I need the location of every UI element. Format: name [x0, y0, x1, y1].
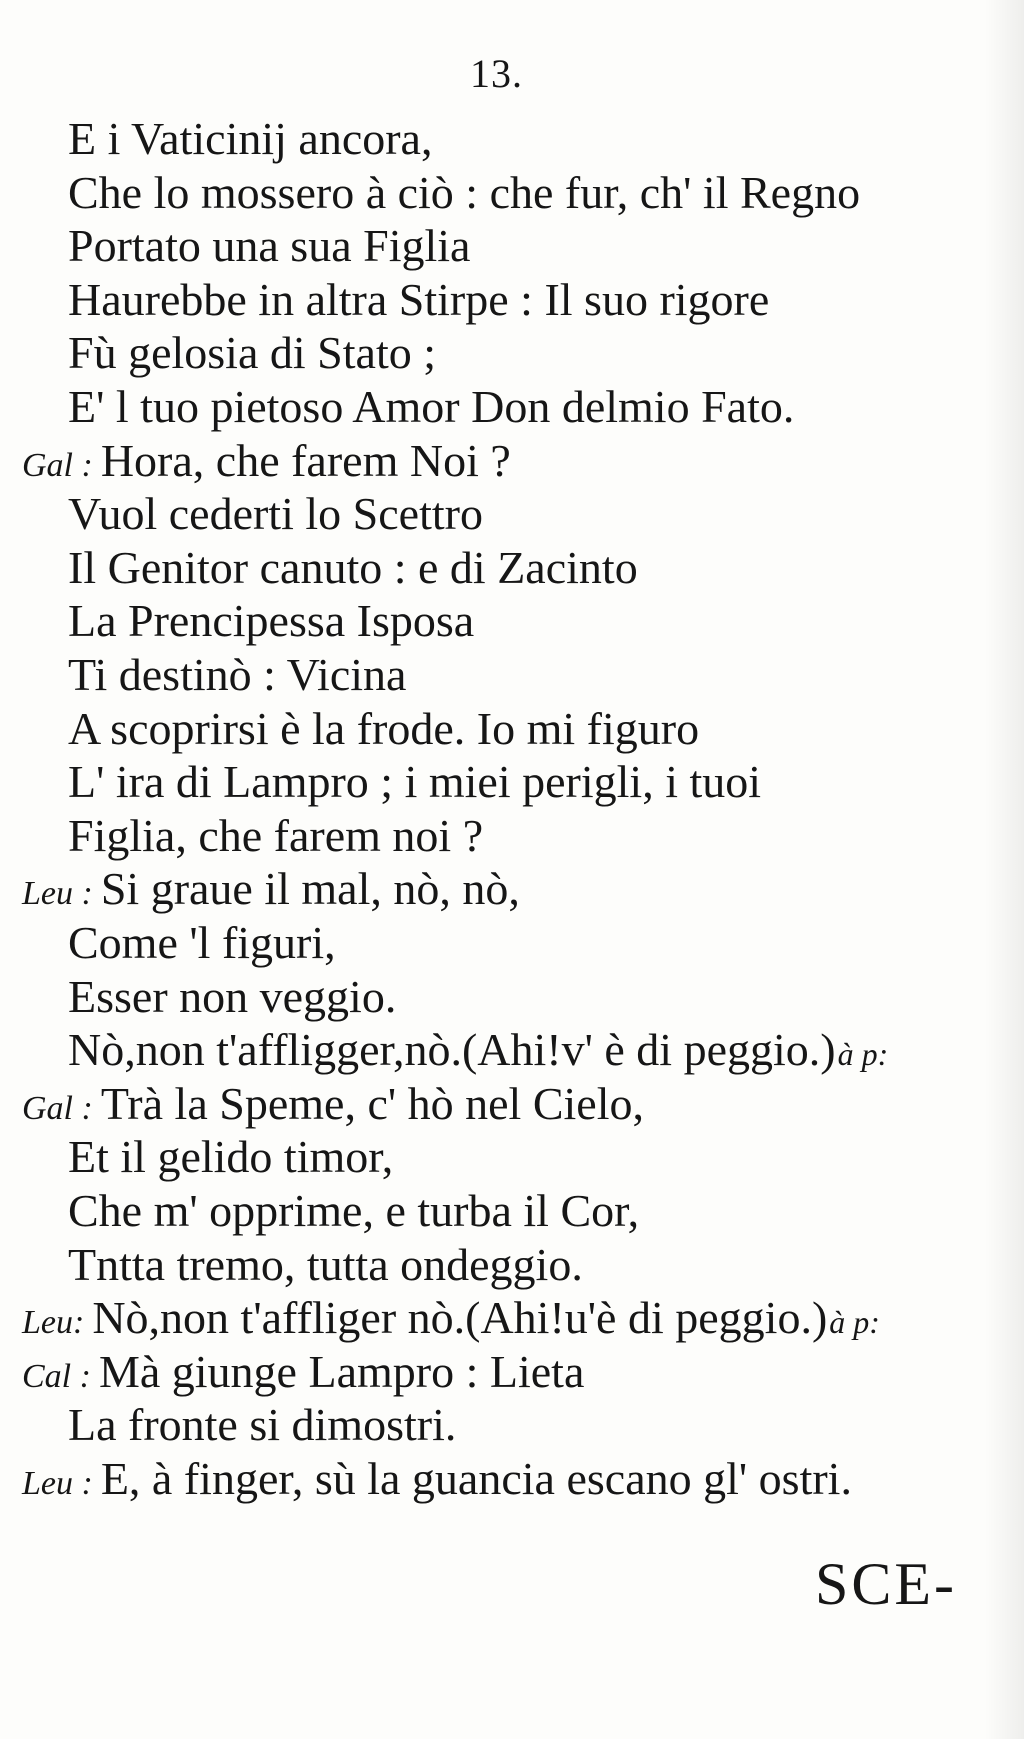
speaker-line	[22, 862, 520, 916]
line-text: Nò,non t'affligger,nò.(Ahi!v' è di peggio.)	[68, 1024, 836, 1076]
line-text: Esser non veggio.	[68, 970, 397, 1022]
line-text: Nò,non t'affliger nò.(Ahi!u'è di peggio.)	[92, 1292, 828, 1344]
verse-line	[68, 755, 761, 809]
verse-line	[68, 541, 638, 595]
line-text: Haurebbe in altra Stirpe : Il suo rigore	[68, 273, 770, 325]
line-text: Il Genitor canuto : e di Zacinto	[68, 541, 638, 593]
verse-line	[68, 1023, 888, 1077]
aside-marker: à p:	[829, 1304, 880, 1341]
speaker-line	[22, 1077, 644, 1131]
page-edge-shadow	[984, 0, 1024, 1739]
catchword: SCE-	[815, 1551, 958, 1617]
line-text: Come 'l figuri,	[68, 917, 336, 968]
speaker-label: Leu :	[22, 1465, 93, 1502]
line-text: Ti destinò : Vicina	[68, 649, 407, 700]
line-text: Mà giunge Lampro : Lieta	[98, 1345, 585, 1397]
line-text: Hora, che farem Noi ?	[100, 434, 511, 486]
verse-line	[68, 1130, 393, 1184]
line-text: E, à finger, sù la guancia escano gl' ostri.	[100, 1453, 852, 1504]
line-text: Fù gelosia di Stato ;	[68, 327, 436, 379]
speaker-label: Gal :	[22, 446, 93, 484]
aside-marker: à p:	[837, 1036, 889, 1073]
line-text: L' ira di Lampro ; i miei perigli, i tuoi	[68, 756, 762, 808]
line-text: Figlia, che farem noi ?	[68, 809, 484, 861]
verse-line	[68, 219, 470, 273]
verse-line	[68, 166, 860, 220]
verse-line	[68, 648, 406, 702]
line-text: E i Vaticinij ancora,	[68, 113, 433, 164]
speaker-label: Leu :	[22, 875, 93, 913]
verse-line	[68, 916, 336, 970]
verse-line	[68, 809, 483, 863]
line-text: Vuol cederti lo Scettro	[68, 488, 483, 540]
verse-line	[68, 1184, 639, 1238]
speaker-line	[22, 1345, 584, 1399]
line-text: La fronte si dimostri.	[68, 1399, 457, 1451]
verse-line	[68, 702, 699, 756]
line-text: Che lo mossero à ciò : che fur, ch' il Regno	[68, 166, 861, 218]
line-text: Trà la Speme, c' hò nel Cielo,	[100, 1077, 645, 1129]
line-text: Si graue il mal, nò, nò,	[100, 863, 520, 915]
speaker-line	[22, 434, 511, 488]
verse-line	[68, 1398, 456, 1452]
speaker-label: Leu:	[22, 1304, 85, 1342]
verse-line	[68, 487, 483, 541]
verse-line	[68, 380, 794, 434]
verse-line	[68, 594, 474, 648]
line-text: Tntta tremo, tutta ondeggio.	[68, 1238, 583, 1290]
verse-line	[68, 970, 396, 1024]
verse-line	[68, 1238, 583, 1292]
verse-line	[68, 112, 432, 166]
line-text: A scoprirsi è la frode. Io mi figuro	[68, 702, 700, 754]
page-number: 13.	[470, 51, 523, 96]
speaker-label: Cal :	[22, 1357, 91, 1395]
line-text: Portato una sua Figlia	[68, 220, 471, 272]
speaker-line	[22, 1452, 852, 1506]
line-text: E' l tuo pietoso Amor Don delmio Fato.	[68, 381, 795, 432]
line-text: La Prencipessa Isposa	[68, 595, 475, 647]
verse-line	[68, 326, 436, 380]
speaker-line	[22, 1291, 880, 1345]
line-text: Et il gelido timor,	[68, 1131, 394, 1183]
verse-line	[68, 273, 769, 327]
line-text: Che m' opprime, e turba il Cor,	[68, 1185, 640, 1236]
speaker-label: Gal :	[22, 1089, 93, 1127]
